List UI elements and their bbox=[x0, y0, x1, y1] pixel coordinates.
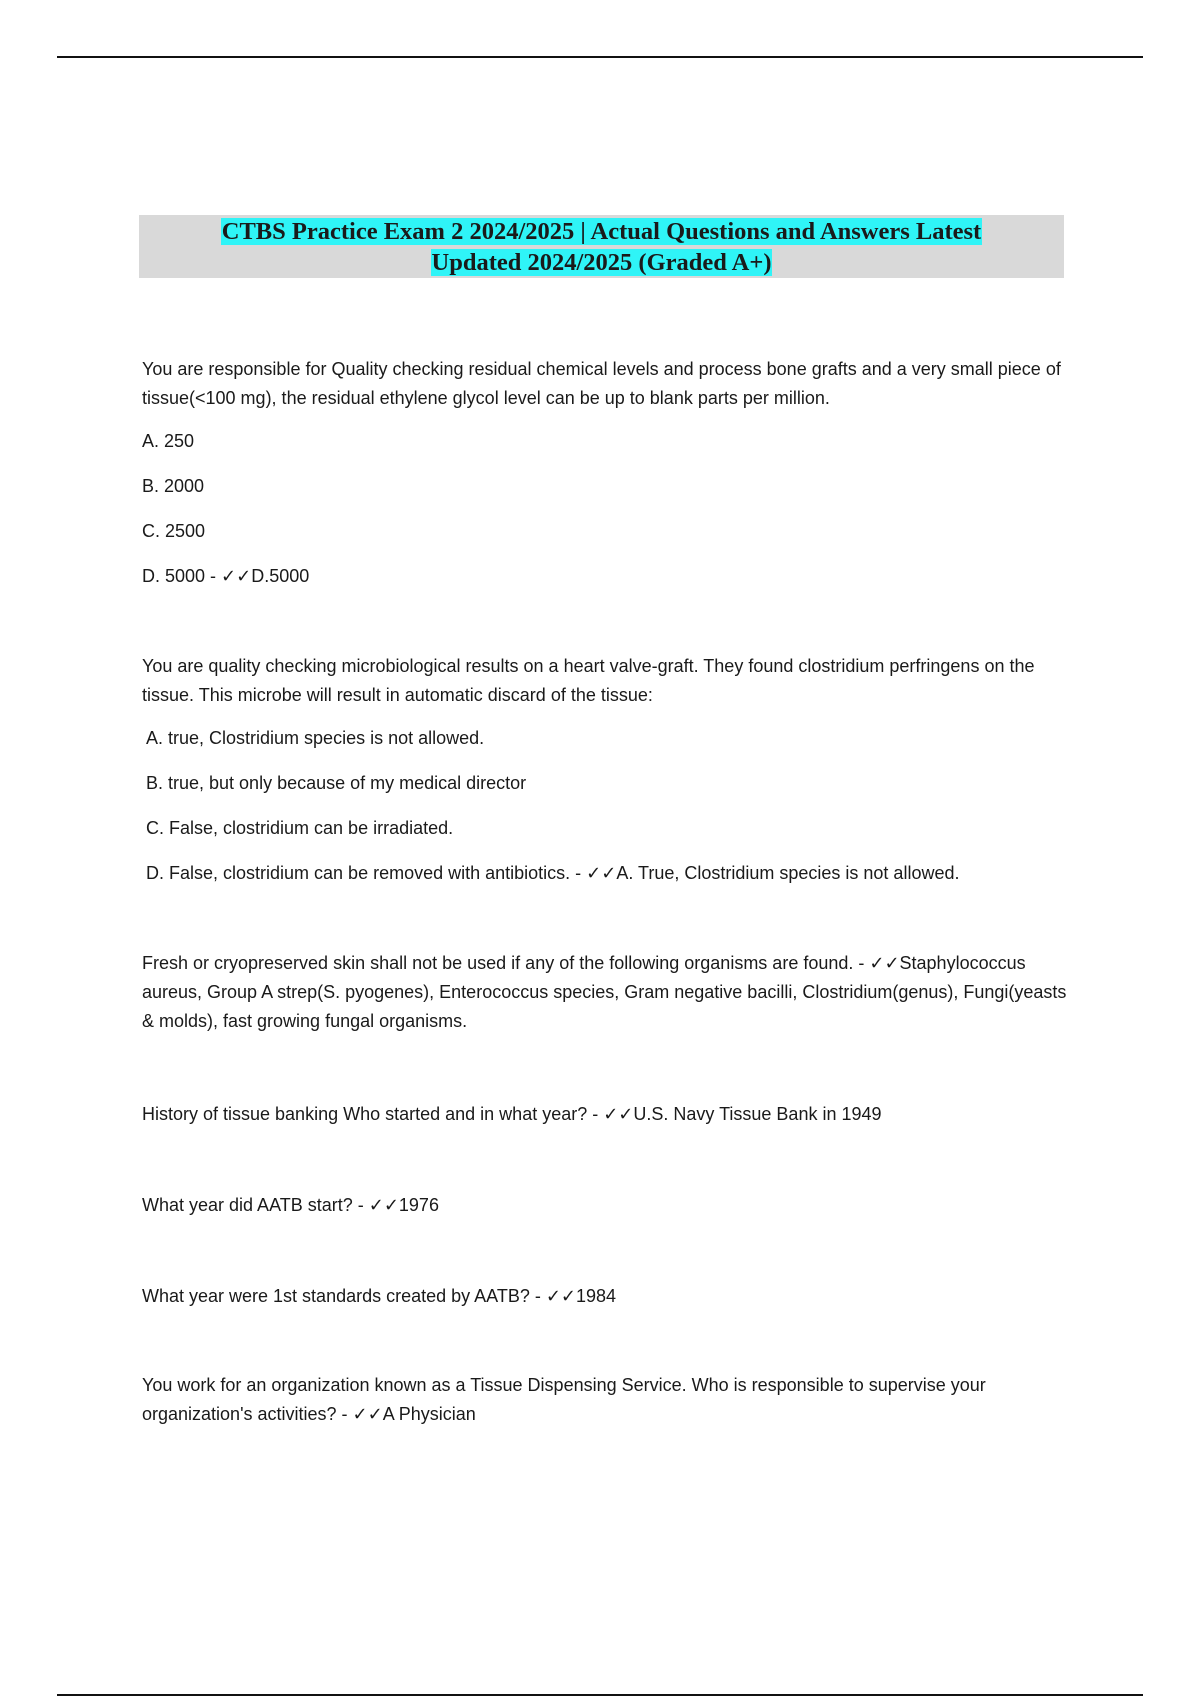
option-d-answer: D. False, clostridium can be removed with antibiotics. - ✓✓A. True, Clostridium species is not allowed. bbox=[146, 863, 960, 883]
question-4 bbox=[142, 1082, 1072, 1147]
question-1 bbox=[142, 337, 1072, 607]
question-5 bbox=[142, 1173, 1072, 1238]
option-b: B. true, but only because of my medical director bbox=[146, 773, 527, 793]
option-b: B. 2000 bbox=[142, 476, 205, 496]
top-rule bbox=[57, 56, 1143, 58]
question-7 bbox=[142, 1353, 1072, 1447]
question-text: You are responsible for Quality checking residual chemical levels and process bone grafts and a very small piece of tissue(<100 mg), the residual ethylene glycol level can be up to blank parts per million. bbox=[142, 359, 1061, 408]
question-text: Fresh or cryopreserved skin shall not be used if any of the following organisms are found. - ✓✓Staphylococcus aureus, Group A strep(S. pyogenes), Enterococcus species, Gram negative bacilli, Clostridium(genus), Fungi(yeasts & molds), fast growing fungal organisms. bbox=[142, 953, 1067, 1031]
title-line-1: CTBS Practice Exam 2 2024/2025 | Actual Questions and Answers Latest bbox=[221, 218, 982, 245]
option-c: C. 2500 bbox=[142, 521, 206, 541]
question-6 bbox=[142, 1264, 1072, 1329]
title-line-2: Updated 2024/2025 (Graded A+) bbox=[431, 249, 772, 276]
option-c: C. False, clostridium can be irradiated. bbox=[146, 818, 454, 838]
document-title bbox=[139, 215, 1064, 278]
option-a: A. true, Clostridium species is not allowed. bbox=[146, 728, 485, 748]
option-d-answer: D. 5000 - ✓✓D.5000 bbox=[142, 566, 310, 586]
question-text: You are quality checking microbiological results on a heart valve-graft. They found clostridium perfringens on the tissue. This microbe will result in automatic discard of the tissue: bbox=[142, 656, 1035, 705]
question-text: What year did AATB start? - ✓✓1976 bbox=[142, 1195, 439, 1215]
question-text: You work for an organization known as a Tissue Dispensing Service. Who is responsible to supervise your organization's activities? - ✓✓A Physician bbox=[142, 1375, 986, 1424]
bottom-rule bbox=[57, 1694, 1143, 1696]
option-a: A. 250 bbox=[142, 431, 195, 451]
question-2 bbox=[142, 634, 1072, 904]
question-text: History of tissue banking Who started and in what year? - ✓✓U.S. Navy Tissue Bank in 1949 bbox=[142, 1104, 882, 1124]
question-text: What year were 1st standards created by AATB? - ✓✓1984 bbox=[142, 1286, 617, 1306]
question-3 bbox=[142, 931, 1072, 1054]
